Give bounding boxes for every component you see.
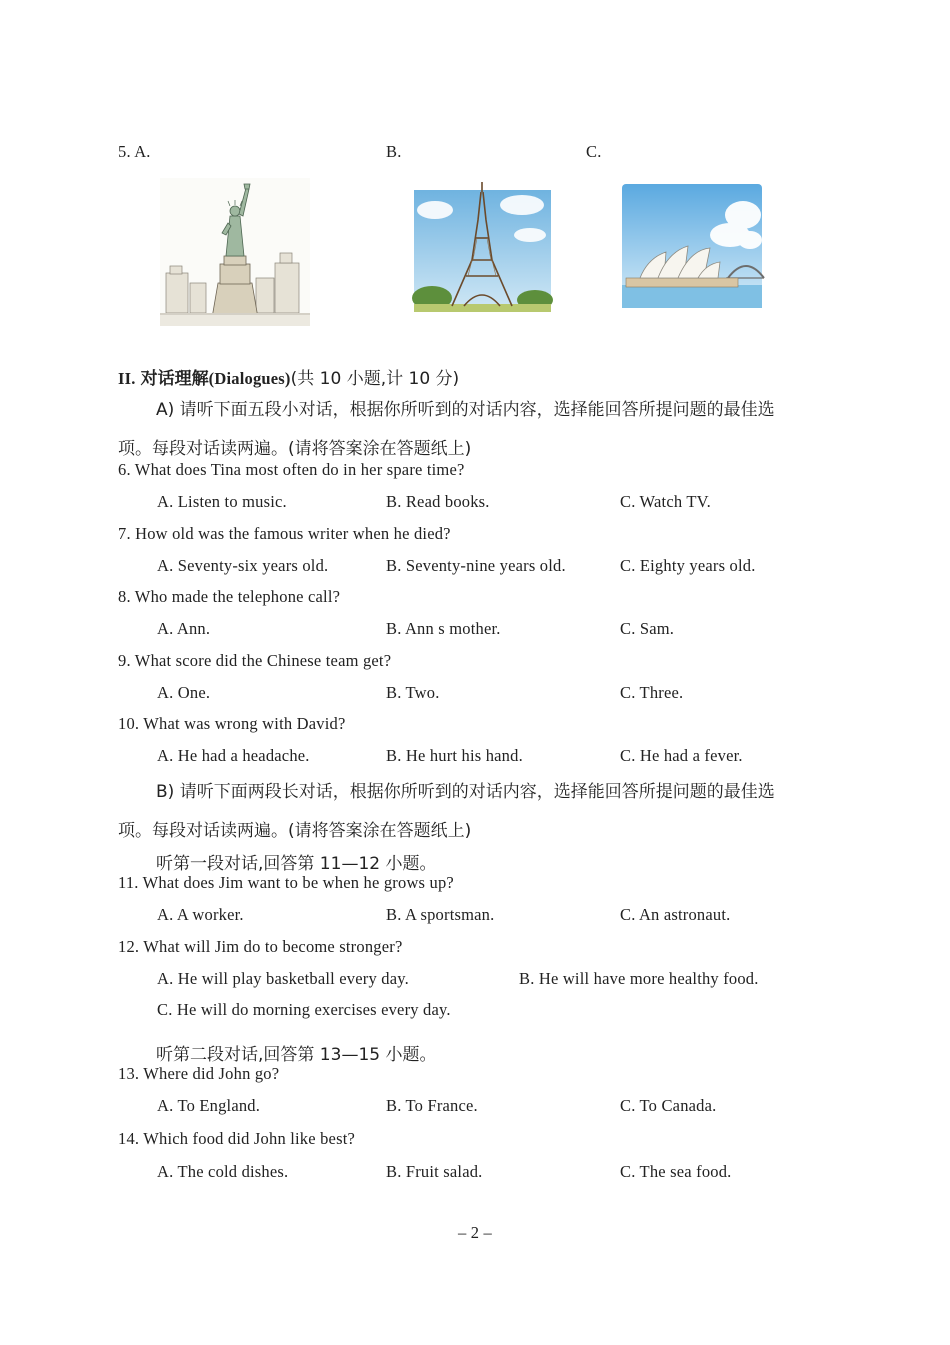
question-12: 12. What will Jim do to become stronger?	[118, 937, 403, 956]
q5-option-b-label: B.	[386, 142, 402, 161]
dialog-2-instruction: 听第二段对话,回答第 13—15 小题。	[156, 1045, 437, 1065]
eiffel-tower-image	[410, 180, 555, 320]
q11-option-a: A. A worker.	[157, 905, 244, 924]
q8-option-a: A. Ann.	[157, 619, 211, 638]
q7-option-b: B. Seventy-nine years old.	[386, 556, 566, 575]
sydney-opera-house-image	[618, 180, 766, 314]
q10-option-b: B. He hurt his hand.	[386, 746, 523, 765]
q8-option-c: C. Sam.	[620, 619, 675, 638]
page-number: – 2 –	[458, 1223, 492, 1242]
q10-option-c: C. He had a fever.	[620, 746, 743, 765]
question-10: 10. What was wrong with David?	[118, 714, 346, 733]
question-13: 13. Where did John go?	[118, 1064, 280, 1083]
q12-option-b: B. He will have more healthy food.	[519, 969, 759, 988]
section-2-roman: II.	[118, 369, 136, 388]
question-8: 8. Who made the telephone call?	[118, 587, 341, 606]
q11-option-c: C. An astronaut.	[620, 905, 731, 924]
part-b-instruction-line2: 项。每段对话读两遍。(请将答案涂在答题纸上)	[118, 821, 472, 841]
question-14: 14. Which food did John like best?	[118, 1129, 356, 1148]
q6-option-b: B. Read books.	[386, 492, 490, 511]
question-7: 7. How old was the famous writer when he died?	[118, 524, 451, 543]
part-b-instruction-line1: B) 请听下面两段长对话，根据你所听到的对话内容，选择能回答所提问题的最佳选	[156, 782, 775, 802]
q7-option-c: C. Eighty years old.	[620, 556, 756, 575]
q5-number-label: 5. A.	[118, 142, 151, 161]
q9-option-b: B. Two.	[386, 683, 440, 702]
q13-option-c: C. To Canada.	[620, 1096, 717, 1115]
q8-option-b: B. Ann s mother.	[386, 619, 501, 638]
question-6: 6. What does Tina most often do in her spare time?	[118, 460, 465, 479]
part-a-instruction-line2: 项。每段对话读两遍。(请将答案涂在答题纸上)	[118, 439, 472, 459]
q13-option-a: A. To England.	[157, 1096, 261, 1115]
q11-option-b: B. A sportsman.	[386, 905, 495, 924]
q10-option-a: A. He had a headache.	[157, 746, 310, 765]
q12-option-a: A. He will play basketball every day.	[157, 969, 409, 988]
q6-option-c: C. Watch TV.	[620, 492, 711, 511]
dialog-1-instruction: 听第一段对话,回答第 11—12 小题。	[156, 854, 437, 874]
question-9: 9. What score did the Chinese team get?	[118, 651, 392, 670]
q14-option-c: C. The sea food.	[620, 1162, 732, 1181]
statue-of-liberty-image	[160, 178, 310, 326]
q9-option-a: A. One.	[157, 683, 211, 702]
q9-option-c: C. Three.	[620, 683, 684, 702]
q6-option-a: A. Listen to music.	[157, 492, 287, 511]
section-2-title-rest: (共 10 小题,计 10 分)	[290, 369, 460, 389]
question-11: 11. What does Jim want to be when he grows up?	[118, 873, 454, 892]
section-2-title-en: (Dialogues)	[208, 369, 291, 388]
q7-option-a: A. Seventy-six years old.	[157, 556, 329, 575]
q12-option-c: C. He will do morning exercises every day.	[157, 1000, 451, 1019]
section-2-title-cn: 对话理解	[140, 369, 209, 389]
section-2-title	[118, 364, 459, 389]
q13-option-b: B. To France.	[386, 1096, 478, 1115]
q5-option-c-label: C.	[586, 142, 602, 161]
q14-option-a: A. The cold dishes.	[157, 1162, 289, 1181]
part-a-instruction-line1: A) 请听下面五段小对话，根据你所听到的对话内容，选择能回答所提问题的最佳选	[156, 400, 775, 420]
q14-option-b: B. Fruit salad.	[386, 1162, 483, 1181]
